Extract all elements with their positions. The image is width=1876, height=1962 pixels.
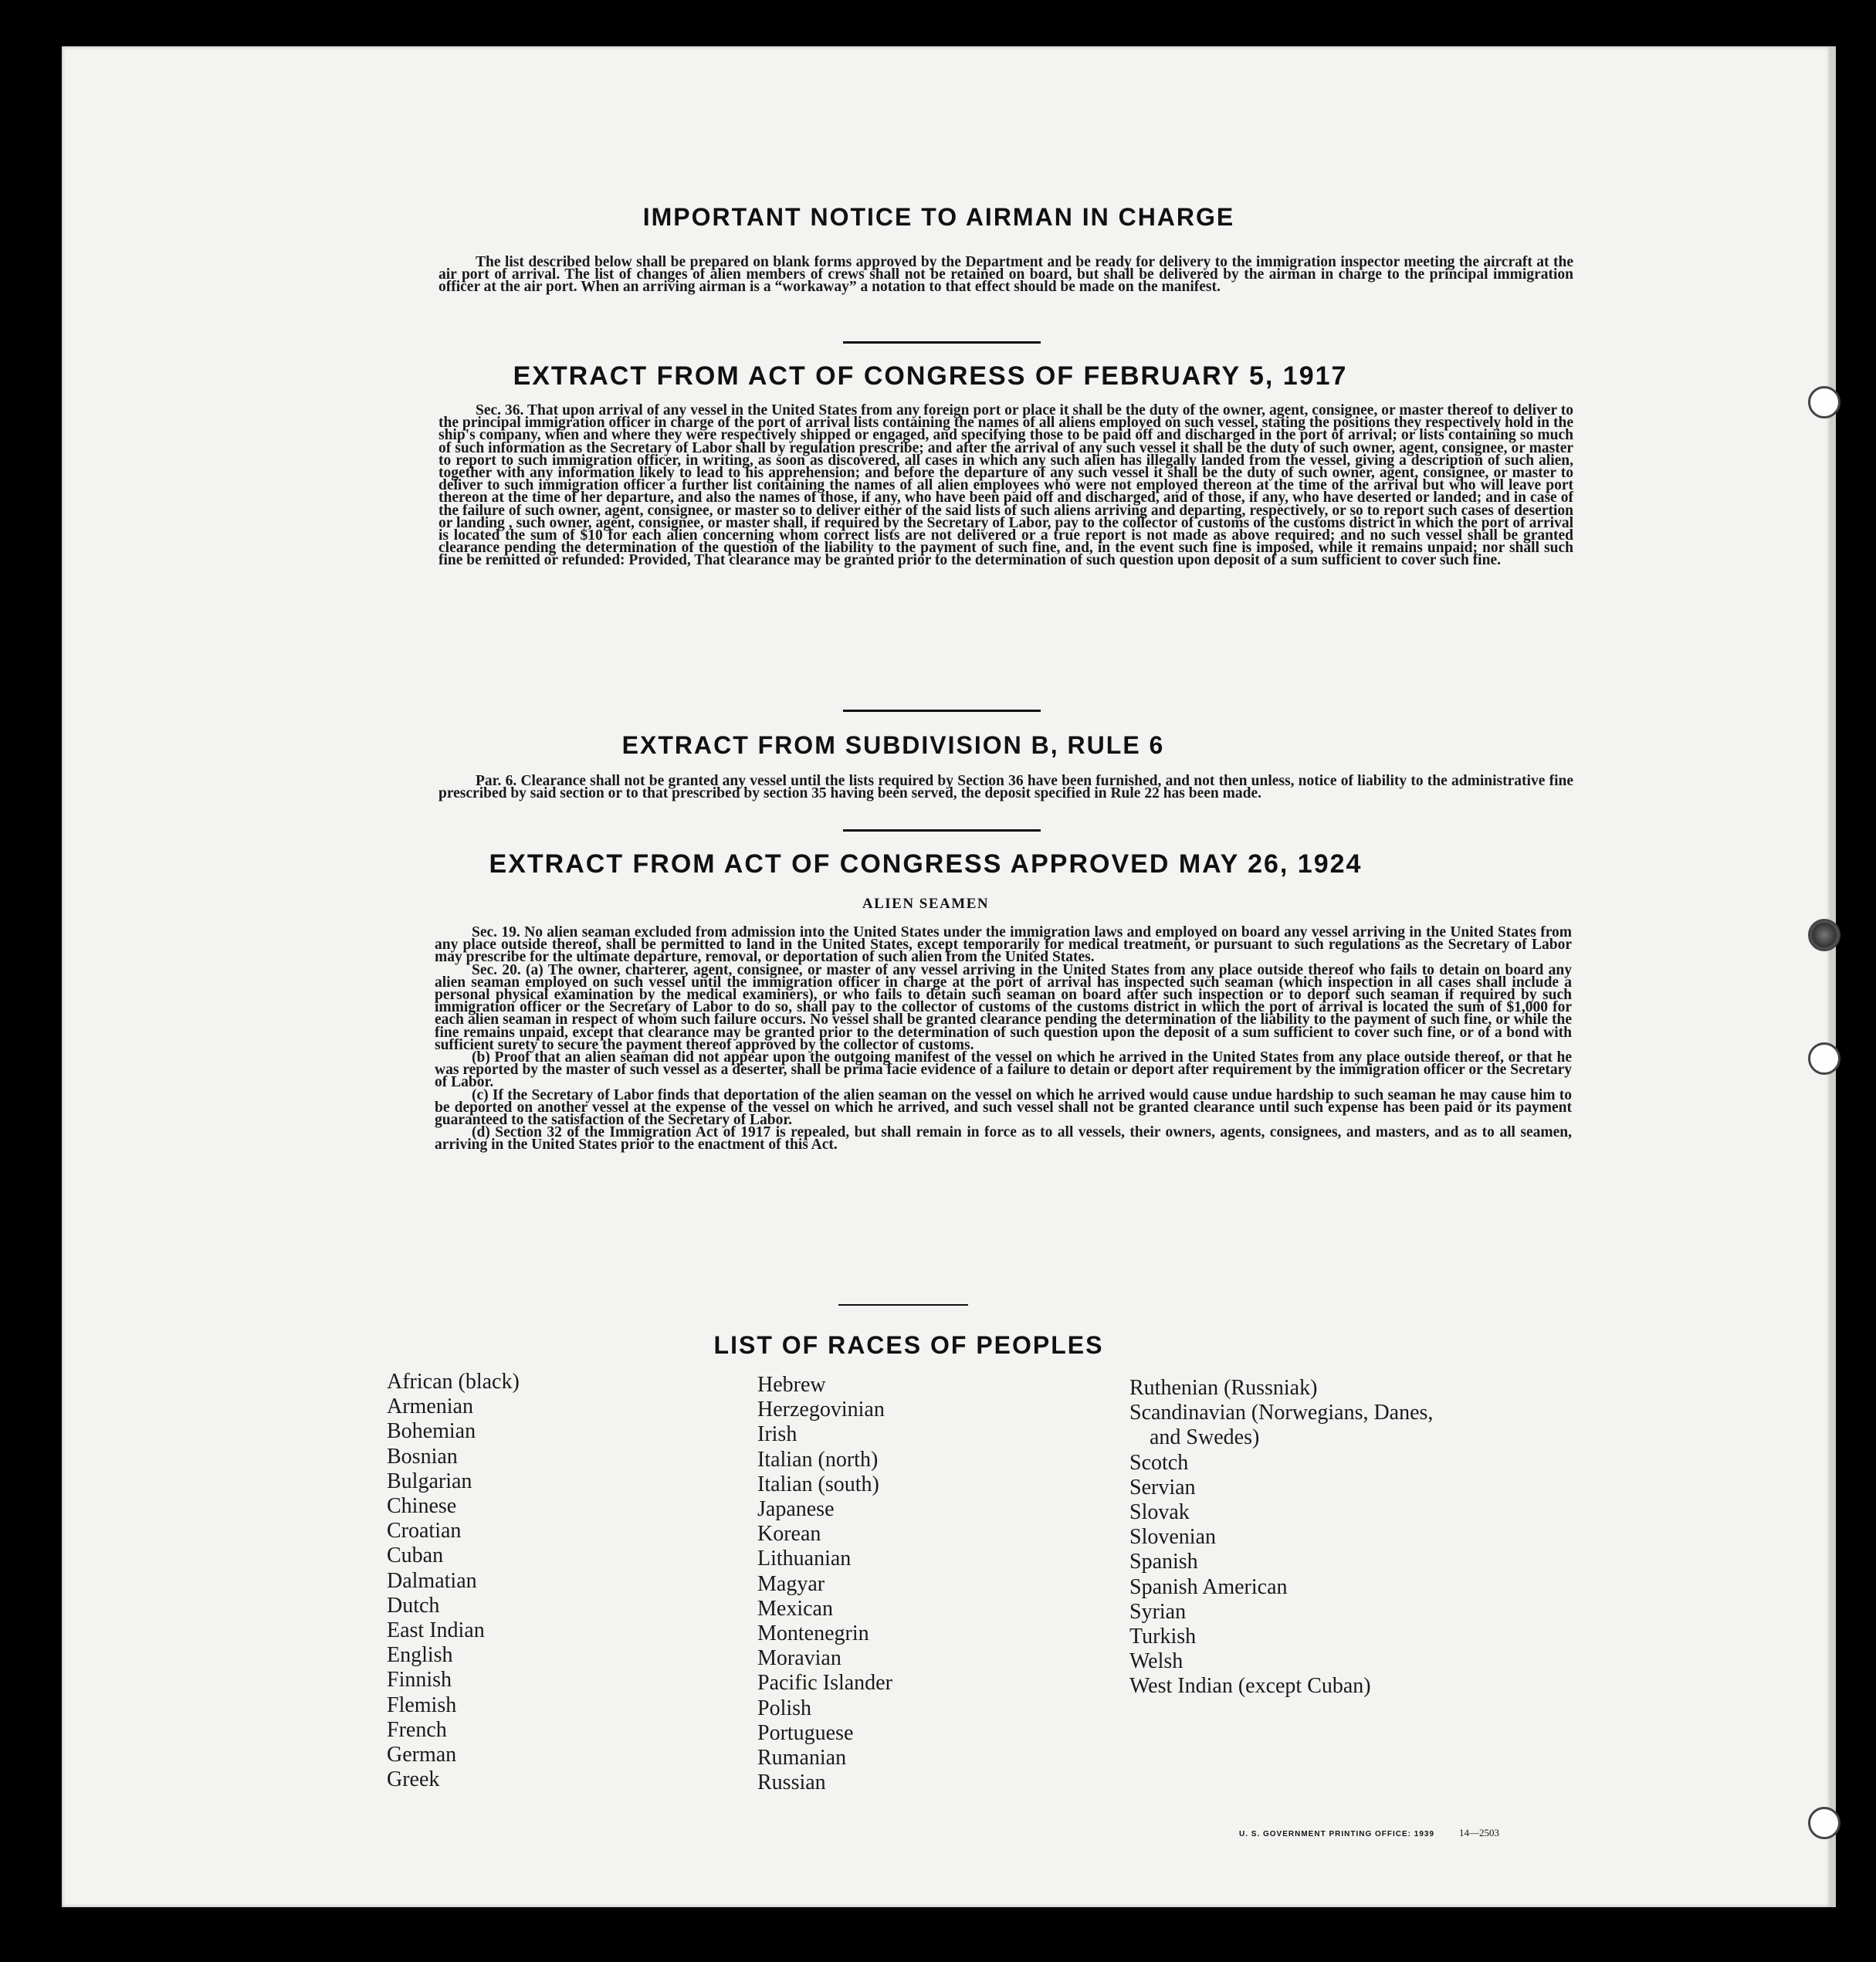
race-item: Bohemian: [387, 1419, 476, 1444]
race-item: Hebrew: [757, 1373, 826, 1397]
page-edge: [1830, 46, 1836, 1907]
races-column-1: [387, 1370, 520, 1792]
race-item: Polish: [757, 1696, 812, 1720]
race-item: Moravian: [757, 1646, 841, 1671]
race-item: Dalmatian: [387, 1568, 477, 1593]
extract-rule6-body: [439, 775, 1573, 800]
race-item: Flemish: [387, 1693, 457, 1717]
extract-1917-body: [439, 402, 1573, 569]
notice-body: [439, 256, 1573, 294]
punch-hole: [1808, 919, 1840, 951]
race-item-continued: and Swedes): [1150, 1425, 1260, 1450]
race-item: Pacific Islander: [757, 1671, 892, 1696]
section-20d-paragraph: (d) Section 32 of the Immigration Act of 1917 is repealed, but shall remain in force as to all vessels, their owners, agents, consignees, and masters, and as to all seamen, arriving in the United States prior to the enactment of this Act.: [435, 1124, 1572, 1154]
race-item: East Indian: [387, 1618, 485, 1643]
section-divider: [843, 341, 1041, 344]
race-item: Turkish: [1129, 1625, 1197, 1649]
printer-imprint: U. S. GOVERNMENT PRINTING OFFICE: 1939: [1239, 1830, 1435, 1838]
extract-rule6-title: EXTRACT FROM SUBDIVISION B, RULE 6: [621, 731, 1165, 759]
race-item: Mexican: [757, 1596, 833, 1621]
notice-title: IMPORTANT NOTICE TO AIRMAN IN CHARGE: [642, 203, 1235, 231]
race-item: Ruthenian (Russniak): [1129, 1376, 1318, 1400]
race-item: Greek: [387, 1767, 440, 1792]
race-item: Slovak: [1129, 1500, 1190, 1525]
race-item: African (black): [387, 1370, 520, 1394]
race-item: Montenegrin: [757, 1621, 869, 1646]
section-36-paragraph: Sec. 36. That upon arrival of any vessel in the United States from any foreign port or place it shall be the duty of the owner, agent, consignee, or master thereof to deliver to the principal immigration officer in charge of the port of arrival lists containing the names of all aliens employed on such vessel, stating the positions they respectively hold in the ship's company, when and where they were respectively shipped or engaged, and specifying those to be paid off and discharged in the port of arrival; or lists containing so much of such information as the Secretary of Labor shall by regulation prescribe; and after the arrival of any such vessel it shall be the duty of such owner, agent, consignee, or master to report to such immigration officer, in writing, as soon as discovered, all cases in which any such alien has illegally landed from the vessel, giving a description of such alien, together with any information likely to lead to his apprehension; and before the departure of any such vessel it shall be the duty of such owner, agent, consignee, or master to deliver to such immigration officer a further list containing the names of all alien employees who were not employed thereon at the time of the arrival but who will leave port thereon at the time of her departure, and also the names of those, if any, who have been paid off and discharged, and of those, if any, who have deserted or landed; and in case of the failure of such owner, agent, consignee, or master so to deliver either of the said lists of such aliens arriving and departing, respectively, or so to report such cases of desertion or landing , such owner, agent, consignee, or master shall, if required by the Secretary of Labor, pay to the collector of customs of the customs district in which the port of arrival is located the sum of $10 for each alien concerning whom correct lists are not delivered or a true report is not made as above required; and no such vessel shall be granted clearance pending the determination of the question of the liability to the payment of such fine, and, in the event such fine is imposed, while it remains unpaid; nor shall such fine be remitted or refunded: Provided, That clearance may be granted prior to the determination of such question upon deposit of a sum sufficient to cover such fine.: [439, 402, 1573, 569]
race-item: Slovenian: [1129, 1525, 1216, 1550]
races-column-2: [757, 1373, 892, 1795]
race-item: Italian (north): [757, 1447, 879, 1472]
race-item: Welsh: [1129, 1649, 1184, 1674]
section-19-paragraph: Sec. 19. No alien seaman excluded from admission into the United States under the immigration laws and employed on board any vessel arriving in the United States from any place outside thereof, shall be permitted to land in the United States, except temporarily for medical treatment, or pursuant to such regulations as the Secretary of Labor may prescribe for the ultimate departure, removal, or deportation of such alien from the United States.: [435, 924, 1572, 966]
section-divider: [843, 710, 1041, 712]
race-item: Italian (south): [757, 1472, 879, 1496]
race-item: Japanese: [757, 1497, 835, 1522]
extract-1924-body: [435, 924, 1572, 1154]
race-item: German: [387, 1743, 457, 1767]
notice-paragraph: The list described below shall be prepared on blank forms approved by the Department and be ready for delivery to the immigration inspector meeting the aircraft at the air port of arrival. The list of changes of alien members of crews shall not be retained on board, but shall be delivered by the airman in charge to the principal immigration officer at the air port. When an arriving airman is a “workaway” a notation to that effect should be made on the manifest.: [439, 254, 1573, 296]
race-item: Bulgarian: [387, 1469, 472, 1493]
race-item: Servian: [1129, 1475, 1196, 1499]
race-item: Finnish: [387, 1668, 452, 1693]
race-item: Lithuanian: [757, 1547, 852, 1571]
document-page: [62, 46, 1830, 1907]
section-20b-paragraph: (b) Proof that an alien seaman did not appear upon the outgoing manifest of the vessel on which he arrived in the United States from any place outside thereof, or that he was reported by the master of such vessel as a deserter, shall be prima facie evidence of a failure to detain or deport after requirement by the immigration officer or the Secretary of Labor.: [435, 1049, 1572, 1091]
race-item: Bosnian: [387, 1444, 458, 1469]
races-title: LIST OF RACES OF PEOPLES: [713, 1331, 1104, 1359]
race-item: French: [387, 1717, 447, 1742]
race-item: Scandinavian (Norwegians, Danes,: [1129, 1401, 1434, 1425]
races-column-3: [1129, 1376, 1433, 1699]
section-20a-paragraph: Sec. 20. (a) The owner, charterer, agent, consignee, or master of any vessel arriving in the United States from any place outside thereof who fails to detain on board any alien seaman employed on such vessel until the immigration officer in charge at the port of arrival has inspected such seaman (which inspection in all cases shall include a personal physical examination by the medical examiners), or who fails to detain such seaman on board after such inspection or to deport such seaman if required by such immigration officer or the Secretary of Labor to do so, shall pay to the collector of customs of the customs district in which the port of arrival is located the sum of $1,000 for each alien seaman in respect of whom such failure occurs. No vessel shall be granted clearance pending the determination of the liability to the payment of such fine, or while the fine remains unpaid, except that clearance may be granted prior to the determination of such question upon the deposit of a sum sufficient to cover such fine, or of a bond with sufficient surety to secure the payment thereof approved by the collector of customs.: [435, 961, 1572, 1053]
race-item: Portuguese: [757, 1720, 854, 1745]
section-divider: [843, 829, 1041, 832]
punch-hole: [1808, 1807, 1840, 1839]
race-item: Korean: [757, 1522, 821, 1547]
punch-hole: [1808, 1042, 1840, 1075]
paragraph-6: Par. 6. Clearance shall not be granted any vessel until the lists required by Section 36 have been furnished, and not then unless, notice of liability to the administrative fine prescribed by said section or to that prescribed by section 35 having been served, the deposit specified in Rule 22 has been made.: [439, 773, 1573, 802]
race-item: English: [387, 1643, 453, 1668]
race-item: Spanish: [1129, 1550, 1198, 1574]
race-item: Russian: [757, 1771, 826, 1795]
race-item: Croatian: [387, 1519, 462, 1544]
alien-seamen-subtitle: ALIEN SEAMEN: [862, 896, 990, 912]
race-item: Spanish American: [1129, 1574, 1288, 1599]
section-divider: [838, 1304, 968, 1306]
race-item: Rumanian: [757, 1746, 847, 1771]
race-item: Chinese: [387, 1494, 457, 1519]
race-item: Scotch: [1129, 1450, 1189, 1475]
race-item: Herzegovinian: [757, 1398, 885, 1422]
race-item: Magyar: [757, 1571, 825, 1596]
race-item: Syrian: [1129, 1599, 1187, 1624]
form-number: 14—2503: [1459, 1827, 1499, 1838]
extract-1924-title: EXTRACT FROM ACT OF CONGRESS APPROVED MAY 26, 1924: [489, 849, 1363, 879]
race-item: Cuban: [387, 1544, 444, 1568]
race-item: Dutch: [387, 1593, 440, 1618]
section-20c-paragraph: (c) If the Secretary of Labor finds that deportation of the alien seaman on the vessel on which he arrived would cause undue hardship to such seaman he may cause him to be deported on another vessel at the expense of the vessel on which he arrived, and such vessel shall not be granted clearance until such expense has been paid or its payment guaranteed to the satisfaction of the Secretary of Labor.: [435, 1086, 1572, 1129]
race-item: Irish: [757, 1422, 797, 1447]
race-item: West Indian (except Cuban): [1129, 1674, 1371, 1699]
race-item: Armenian: [387, 1394, 473, 1419]
extract-1917-title: EXTRACT FROM ACT OF CONGRESS OF FEBRUARY 5, 1917: [513, 361, 1348, 391]
